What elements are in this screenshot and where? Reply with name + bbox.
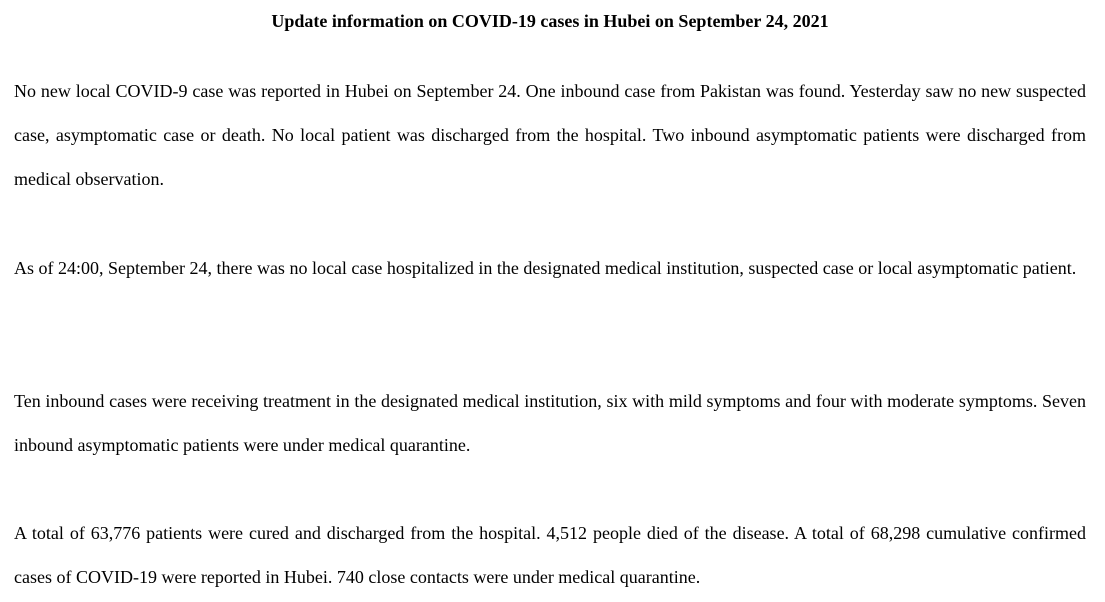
paragraph-hospitalized-status: As of 24:00, September 24, there was no local case hospitalized in the designated medical institution, suspected case or local asymptomatic patient. bbox=[14, 258, 1077, 278]
paragraph-cumulative-totals: A total of 63,776 patients were cured and discharged from the hospital. 4,512 people died of the disease. A total of 68,298 cumulative confirmed cases of COVID-19 were reported in Hubei. 740 close contacts were under medical quarantine. bbox=[14, 523, 1086, 587]
paragraph-inbound-treatment: Ten inbound cases were receiving treatment in the designated medical institution, six with mild symptoms and four with moderate symptoms. Seven inbound asymptomatic patients were under medical quarantine. bbox=[14, 391, 1086, 455]
paragraph-new-cases: No new local COVID-9 case was reported in Hubei on September 24. One inbound case from Pakistan was found. Yesterday saw no new suspected case, asymptomatic case or death. No local patient was discharged from the hospital. Two inbound asymptomatic patients were discharged from medical observation. bbox=[14, 81, 1086, 189]
document-title: Update information on COVID-19 cases in Hubei on September 24, 2021 bbox=[271, 11, 829, 31]
